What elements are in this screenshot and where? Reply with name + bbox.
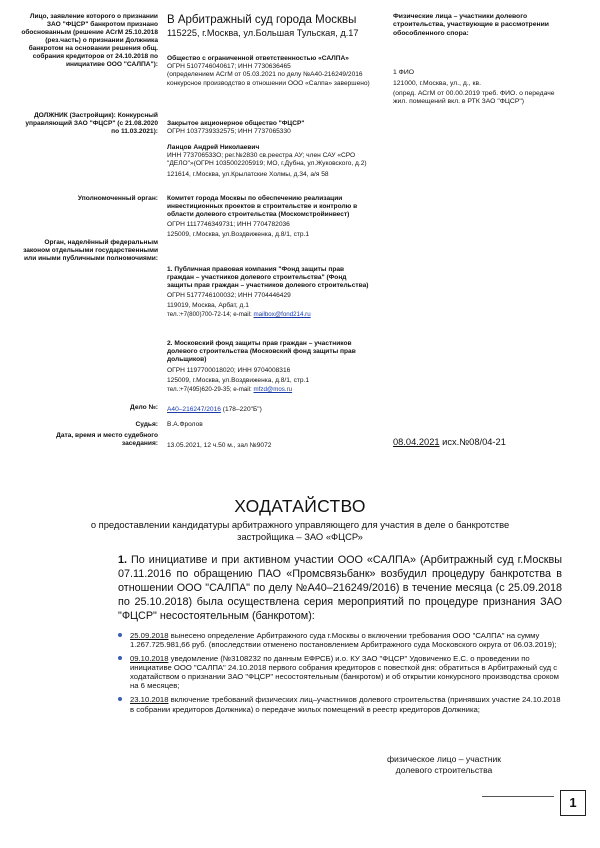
label-case-number: Дело №: (130, 404, 158, 411)
case-suffix: (178–220"Б") (222, 406, 262, 413)
bullet-date: 09.10.2018 (130, 654, 169, 664)
bullet-dot-icon (118, 633, 122, 637)
hearing-value: 13.05.2021, 12 ч.50 м., зал №9072 (167, 442, 272, 449)
paragraph-number: 1. (118, 554, 128, 566)
fund1-address: 119019, Москва, Арбат, д.1 (167, 301, 249, 309)
fund2-block (167, 340, 372, 394)
document-subtitle: о предоставлении кандидатуры арбитражного управляющего для участия в деле о банкротстве застройщика – ЗАО «ФЦСР» (90, 519, 510, 543)
list-item (118, 695, 562, 713)
list-item (118, 654, 562, 690)
outgoing-number: исх.№08/04-21 (442, 437, 506, 447)
fund1-ogrn: ОГРН 5177746100032; ИНН 7704446429 (167, 291, 291, 299)
debtor-block (167, 120, 372, 136)
fund2-ogrn: ОГРН 1197700018020; ИНН 9704008316 (167, 366, 291, 374)
outgoing-ref (393, 437, 506, 447)
fund2-email-link[interactable]: mfzd@mos.ru (253, 386, 293, 394)
person-note: (опред. АСгМ от 00.00.2019 треб. ФИО. о передаче жил. помещений вкл. в РТК ЗАО "ФЦСР") (393, 90, 555, 106)
court-name: В Арбитражный суд города Москвы (167, 14, 357, 26)
case-number-value (167, 406, 372, 414)
label-hearing-datetime: Дата, время и место судебного заседания: (56, 432, 158, 448)
committee-block (167, 195, 372, 239)
manager-block (167, 144, 372, 179)
fund1-name: 1. Публичная правовая компания "Фонд защиты прав граждан – участников долевого строительства" (Фонд защиты прав граждан – участников долевого строительства) (167, 266, 369, 290)
fund2-name: 2. Московский фонд защиты прав граждан – участников долевого строительства (Московский фонд защиты прав дольщиков) (167, 340, 356, 364)
fund1-contact (167, 311, 372, 319)
manager-details: ИНН 773706533О; рег.№2830 св.реестра АУ; член САУ «СРО "ДЕЛО"»(ОГРН 1035002205919; МО, г.Дубна, ул.Жуковского, д.2) (167, 152, 367, 168)
bullet-text: уведомление (№3108232 по данным ЕФРСБ) и.о. КУ ЗАО "ФЦСР" Удовиченко Е.С. о проведении по инициативе ООО "САЛПА" 24.10.2018 первого собрания кредиторов с повесткой дня: обратиться в Арбитражный суд с ходатайством о признании ЗАО "ФЦСР" несостоятельным (банкротом) и об открытии конкурсного производства сроком на 6 месяцев; (130, 654, 559, 691)
label-judge: Судья: (135, 421, 158, 428)
document-title: ХОДАТАЙСТВО (234, 496, 366, 516)
court-block (167, 13, 375, 40)
label-debtor: ДОЛЖНИК (Застройщик): Конкурсный управляющий ЗАО "ФЦСР" (с 21.08.2020 по 11.03.2021): (25, 112, 158, 136)
label-applicant: Лицо, заявление которого о признании ЗАО "ФЦСР" банкротом признано обоснованным (решение АСгМ 25.10.2018 (рез.часть) о признании Должника банкротом на основании решения общ. собрания кредиторов от 24.10.2018 по инициативе ООО "САЛПА"): (21, 13, 158, 69)
fund1-block (167, 266, 372, 319)
page-number: 1 (560, 790, 586, 816)
court-address: 115225, г.Москва, ул.Большая Тульская, д.17 (167, 28, 359, 39)
fund2-phone: тел.:+7(495)620-29-35; e-mail: (167, 386, 252, 394)
manager-address: 121614, г.Москва, ул.Крылатские Холмы, д.34, а/я 58 (167, 170, 329, 178)
committee-address: 125009, г.Москва, ул.Воздвиженка, д.8/1, стр.1 (167, 230, 310, 238)
outgoing-date: 08.04.2021 (393, 437, 440, 447)
bullet-date: 23.10.2018 (130, 695, 169, 705)
salpa-ogrn: ОГРН 5107746040617; ИНН 7730636465 (167, 63, 291, 71)
debtor-ogrn: ОГРН 1037739332575; ИНН 7737065330 (167, 128, 291, 136)
manager-name: Ланцов Андрей Николаевич (167, 144, 260, 151)
committee-name: Комитет города Москвы по обеспечению реализации инвестиционных проектов в строительстве и контролю в области долевого строительства (Москомстройинвест) (167, 195, 358, 219)
bullet-dot-icon (118, 697, 122, 701)
label-federal-organ: Орган, наделённый федеральным законом отдельными государственными или иными публичными полномочиями: (23, 239, 158, 263)
bullet-text: включение требований физических лиц–участников долевого строительства (принявших участие 24.10.2018 в собрании кредиторов Должника) о передаче жилых помещений в реестр кредиторов Должника; (130, 695, 561, 714)
main-paragraph (118, 553, 562, 623)
person-address: 121000, г.Москва, ул., д., кв. (393, 80, 481, 87)
fund2-contact (167, 386, 372, 394)
right-header: Физические лица – участники долевого строительства, участвующие в рассмотрении обособленного спора: (393, 13, 549, 37)
bullet-list (118, 631, 562, 714)
salpa-name: Общество с ограниченной ответственностью «САЛПА» (167, 55, 349, 62)
footer-note: физическое лицо – участник долевого строительства (386, 754, 502, 776)
case-number-link[interactable]: А40–216247/2016 (167, 406, 221, 413)
person-fio: 1 ФИО (393, 69, 415, 76)
label-authorized-organ: Уполномоченный орган: (77, 195, 158, 202)
list-item (118, 631, 562, 649)
bullet-dot-icon (118, 656, 122, 660)
salpa-block (167, 55, 372, 88)
debtor-name: Закрытое акционерное общество "ФЦСР" (167, 120, 305, 127)
paragraph-text: По инициативе и при активном участии ООО «САЛПА» (Арбитражный суд г.Москвы 07.11.2016 по обращению ПАО «Промсвязьбанк» возбудил процедуру банкротства в отношении ООО "САЛПА" по делу №А40–216249/2016) в течение месяца (с 25.09.2018 по 25.10.2018) была осуществлена серия мероприятий по процедуре признания ЗАО "ФЦСР" несостоятельным (банкротом): (118, 554, 563, 623)
salpa-note: (определением АСгМ от 05.03.2021 по делу №А40-216249/2016 конкурсное производство в отношении ООО «Салпа» завершено) (167, 71, 370, 87)
footer-divider (482, 796, 554, 797)
judge-value: В.А.Фролов (167, 421, 203, 428)
committee-ogrn: ОГРН 1117746349731; ИНН 7704782036 (167, 220, 290, 228)
fund1-email-link[interactable]: mailbox@fond214.ru (253, 311, 311, 319)
bullet-date: 25.09.2018 (130, 631, 169, 640)
fund2-address: 125009, г.Москва, ул.Воздвиженка, д.8/1, стр.1 (167, 376, 310, 384)
fund1-phone: тел.:+7(800)700-72-14; e-mail: (167, 311, 252, 319)
bullet-text: вынесено определение Арбитражного суда г.Москвы о включении требования ООО "САЛПА" на сумму 1.267.725.981,66 руб. (впоследствии отменено постановлением Арбитражного суда Московского округа от 06.03.2019); (130, 631, 557, 650)
